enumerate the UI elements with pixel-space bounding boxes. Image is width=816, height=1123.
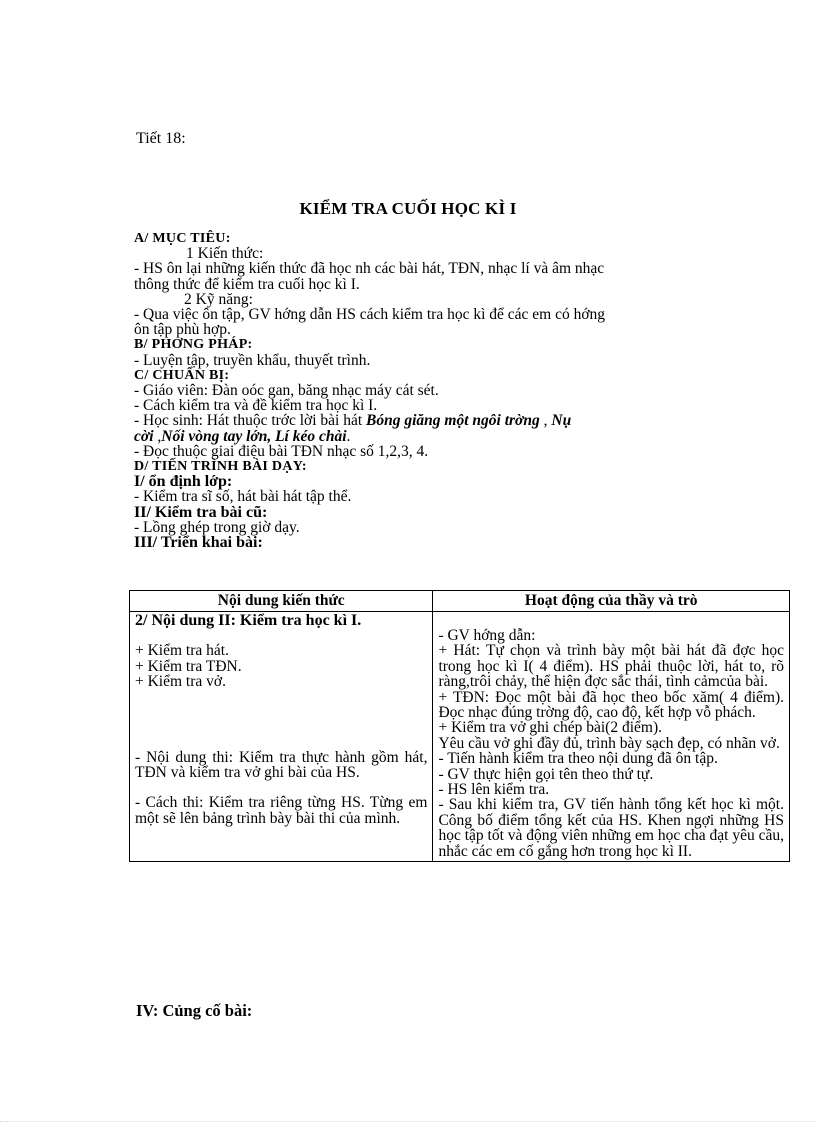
lesson-table bbox=[129, 590, 790, 862]
table-header-row bbox=[130, 591, 790, 612]
exam-content-text: - Nội dung thi: Kiểm tra thực hành gồm hát, TĐN và kiểm tra vở ghi bài của HS. bbox=[135, 748, 428, 782]
section-a-title: A/ MỤC TIÊU: bbox=[134, 231, 231, 246]
table-header-activity: Hoạt động của thầy và trò bbox=[433, 591, 790, 612]
period-text: . bbox=[346, 427, 351, 445]
separator-text: , bbox=[539, 412, 552, 430]
lesson-number: Tiết 18: bbox=[136, 130, 186, 147]
step-1-text: - Kiểm tra sĩ số, hát bài hát tập thể. bbox=[134, 488, 352, 506]
prep-exam: - Cách kiểm tra và đề kiểm tra học kì I. bbox=[134, 397, 378, 415]
activity-line: + Kiểm tra vở ghi chép bài(2 điểm). bbox=[438, 719, 662, 737]
activity-line: + TĐN: Đọc một bài đã học theo bốc xăm( 4 điểm). Đọc nhạc đúng trờng độ, cao độ, kết hợp vỗ phách. bbox=[438, 688, 784, 722]
activity-line: + Hát: Tự chọn và trình bày một bài hát đã đợc học trong học kì I( 4 điểm). HS phải thuộc lời, hát to, rõ ràng,trôi chảy, thể hiện đợc sắc thái, tình cảmcủa bài. bbox=[438, 642, 784, 691]
step-2-text: - Lồng ghép trong giờ dạy. bbox=[134, 518, 300, 536]
list-item: + Kiểm tra TĐN. bbox=[135, 657, 242, 675]
prep-teacher: - Giáo viên: Đàn oóc gan, băng nhạc máy cát sét. bbox=[134, 382, 439, 400]
song-title-1: Bóng giăng một ngôi trờng bbox=[366, 412, 540, 430]
activity-line: - HS lên kiểm tra. bbox=[438, 781, 550, 799]
activity-line: - Tiến hành kiểm tra theo nội dung đã ôn tập. bbox=[438, 750, 718, 768]
section-c-title: C/ CHUẨN BỊ: bbox=[134, 367, 230, 383]
activity-line: - Sau khi kiểm tra, GV tiến hành tổng kết học kì một. Công bố điểm tổng kết của HS. Khen ngợi những HS học tập tốt và động viên những em học cha đạt yêu cầu, nhắc các em cố gắng hơn trong học kì II. bbox=[438, 796, 784, 860]
exam-method-text: - Cách thi: Kiểm tra riêng từng HS. Từng em một sẽ lên bảng trình bày bài thi của mình. bbox=[135, 794, 428, 827]
table-header-content: Nội dung kiến thức bbox=[130, 591, 433, 612]
activity-line: - GV thực hiện gọi tên theo thứ tự. bbox=[438, 765, 654, 783]
song-title-3: Nối vòng tay lớn, Lí kéo chài bbox=[161, 427, 347, 445]
page-bottom-border bbox=[0, 1121, 816, 1122]
skills-text-1: - Qua việc ôn tập, GV hớng dẫn HS cách kiểm tra học kì để các em có hớng bbox=[134, 306, 606, 324]
list-item: + Kiểm tra hát. bbox=[135, 642, 229, 660]
lesson-body bbox=[134, 231, 764, 550]
section-b-title: B/ PHƠNG PHÁP: bbox=[134, 337, 253, 353]
step-2-title: II/ Kiểm tra bài cũ: bbox=[134, 503, 268, 521]
song-title-2a: Nụ bbox=[551, 412, 572, 430]
list-item: + Kiểm tra vở. bbox=[135, 673, 226, 691]
prep-students-text: - Học sinh: Hát thuộc trớc lời bài hát bbox=[134, 412, 367, 430]
subsection-skills: 2 Kỹ năng: bbox=[184, 290, 253, 308]
separator-text-2: , bbox=[153, 427, 162, 445]
content-title: 2/ Nội dung II: Kiểm tra học kì I. bbox=[135, 612, 362, 629]
step-1-title: I/ ổn định lớp: bbox=[134, 473, 233, 491]
step-3-title: III/ Triển khai bài: bbox=[134, 534, 263, 552]
activity-cell bbox=[433, 612, 790, 862]
activity-line: Yêu cầu vở ghi đầy đủ, trình bày sạch đẹp, có nhãn vở. bbox=[438, 734, 780, 752]
song-title-2b: cời bbox=[134, 427, 154, 445]
content-cell bbox=[130, 612, 433, 862]
prep-tdn: - Đọc thuộc giai điệu bài TĐN nhạc số 1,2,3, 4. bbox=[134, 442, 429, 460]
section-iv-title: IV: Củng cố bài: bbox=[136, 1001, 253, 1020]
prep-students bbox=[134, 413, 764, 443]
section-d-title: D/ TIẾN TRÌNH BÀI DẠY: bbox=[134, 459, 307, 475]
knowledge-text-2: thông thức để kiểm tra cuối học kì I. bbox=[134, 275, 360, 293]
table-row bbox=[130, 612, 790, 862]
activity-line: - GV hớng dẫn: bbox=[438, 627, 536, 644]
skills-text-2: ôn tập phù hợp. bbox=[134, 321, 231, 339]
subsection-knowledge: 1 Kiến thức: bbox=[186, 245, 264, 263]
page-title: KIỂM TRA CUỐI HỌC KÌ I bbox=[299, 199, 517, 218]
method-text: - Luyện tập, truyền khẩu, thuyết trình. bbox=[134, 351, 371, 369]
knowledge-text-1: - HS ôn lại những kiến thức đã học nh các bài hát, TĐN, nhạc lí và âm nhạc bbox=[134, 260, 605, 278]
